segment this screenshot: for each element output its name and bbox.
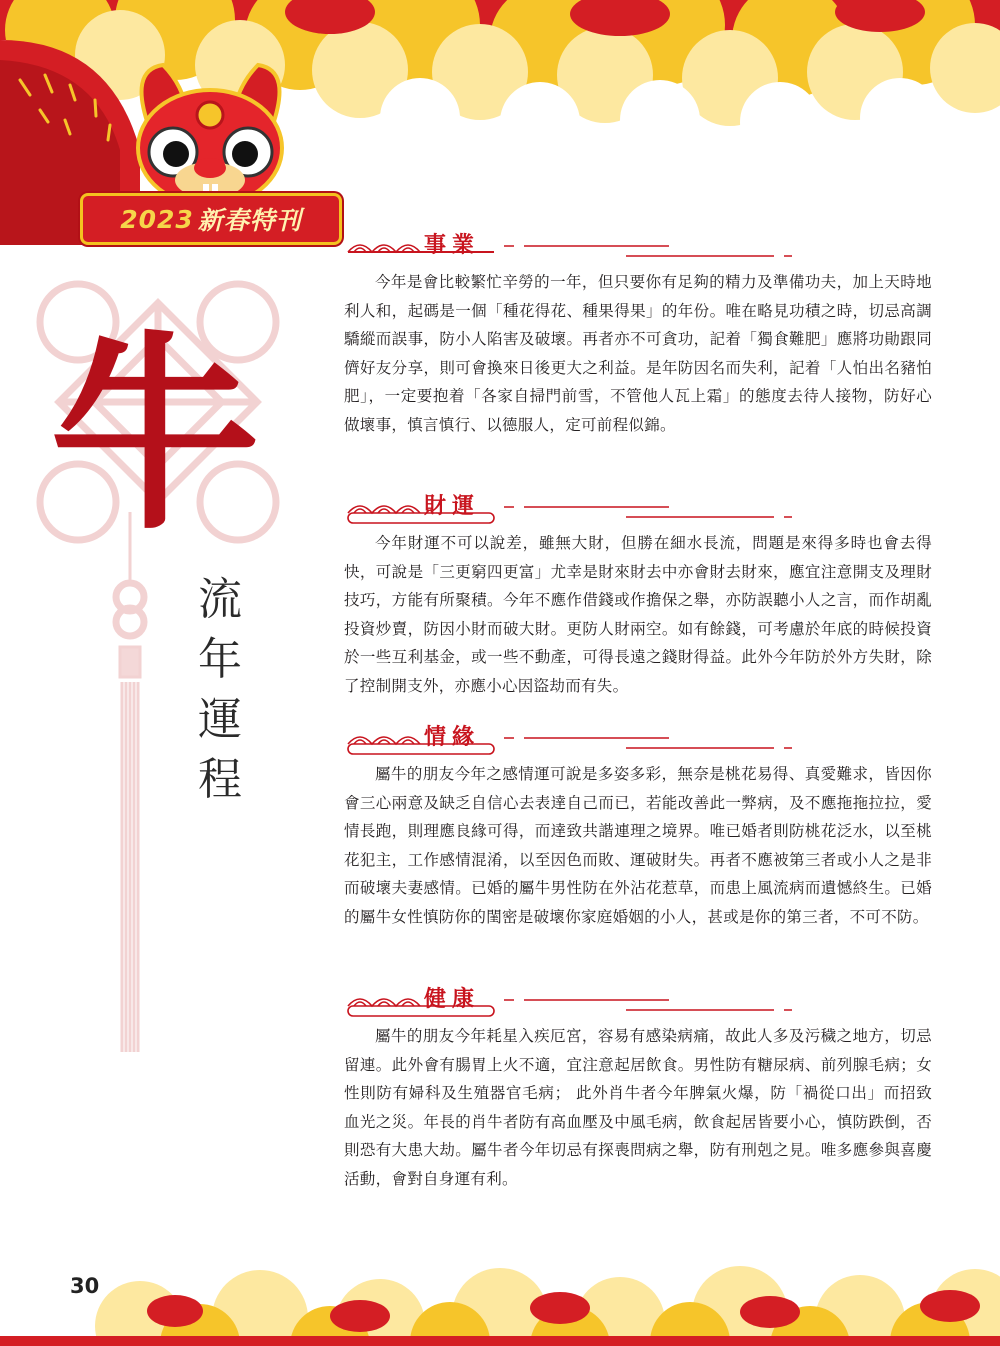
section-heading <box>344 226 932 266</box>
section-title: 情緣 <box>424 725 481 750</box>
subtitle-char: 年 <box>198 634 242 685</box>
badge-title: 新春特刊 <box>197 206 302 235</box>
section-career <box>344 226 932 439</box>
zodiac-ox-character: 牛 <box>50 311 261 558</box>
section-wealth <box>344 487 932 700</box>
badge-year: 2023 <box>120 204 194 234</box>
section-title: 健康 <box>424 987 481 1012</box>
new-year-special-badge <box>80 193 342 245</box>
section-heading <box>344 487 932 527</box>
cloud-heading-ornament <box>344 226 794 266</box>
annual-fortune-subtitle <box>185 570 255 810</box>
section-romance <box>344 718 932 931</box>
lion-dance-mascot <box>128 60 293 210</box>
bottom-cloud-border <box>0 1256 1000 1346</box>
section-health <box>344 980 932 1193</box>
section-body: 今年財運不可以說差，雖無大財，但勝在細水長流，問題是來得多時也會去得快，可說是「三更窮四更富」尤幸是財來財去中亦會財去財來，應宜注意開支及理財技巧，方能有所聚積。今年不應作借錢或作擔保之舉，亦防誤聽小人之言，而作胡亂投資炒賣，防因小財而破大財。更防人財兩空。如有餘錢，可考慮於年底的時候投資於一些互利基金，或一些不動產，可得長遠之錢財得益。此外今年防於外方失財，除了控制開支外，亦應小心因盜劫而有失。 <box>344 534 932 695</box>
section-body: 今年是會比較繁忙辛勞的一年，但只要你有足夠的精力及準備功夫，加上天時地利人和，起碼是一個「種花得花、種果得果」的年份。唯在略見功積之時，切忌高調驕縱而誤事，防小人陷害及破壞。再者亦不可貪功，記着「獨食難肥」應將功勛跟同儕好友分享，則可會換來日後更大之利益。是年防因名而失利，記着「人怕出名豬怕肥」，一定要抱着「各家自掃門前雪，不管他人瓦上霜」的態度去待人接物，防好心做壞事，慎言慎行、以德服人，定可前程似錦。 <box>344 273 932 434</box>
section-title: 財運 <box>424 494 481 519</box>
subtitle-char: 運 <box>198 694 242 745</box>
section-body: 屬牛的朋友今年耗星入疾厄宮，容易有感染病痛，故此人多及污穢之地方，切忌留連。此外會有腸胃上火不適，宜注意起居飲食。男性防有糖尿病、前列腺毛病；女性則防有婦科及生殖器官毛病； 此外肖牛者今年脾氣火爆，防「禍從口出」而招致血光之災。年長的肖牛者防有高血壓及中風毛病，飲食起居皆要小心，慎防跌倒，否則恐有大患大劫。屬牛者今年切忌有探喪問病之舉，防有刑剋之見。唯多應參與喜慶活動，會對自身運有利。 <box>344 1027 932 1188</box>
section-body: 屬牛的朋友今年之感情運可說是多姿多彩，無奈是桃花易得、真愛難求，皆因你會三心兩意及缺乏自信心去表達自己而已，若能改善此一弊病，及不應拖拖拉拉，愛情長跑，則理應良緣可得，而達致共諧連理之境界。唯已婚者則防桃花泛水，以至桃花犯主，工作感情混淆，以至因色而敗、運破財失。再者不應被第三者或小人之是非而破壞夫妻感情。已婚的屬牛男性防在外沾花惹草，而患上風流病而遺憾終生。已婚的屬牛女性慎防你的閨密是破壞你家庭婚姻的小人，甚或是你的第三者，不可不防。 <box>344 765 932 926</box>
subtitle-char: 程 <box>198 754 242 805</box>
section-heading <box>344 980 932 1020</box>
cloud-heading-ornament <box>344 487 794 527</box>
section-heading <box>344 718 932 758</box>
subtitle-char: 流 <box>198 574 242 625</box>
cloud-heading-ornament <box>344 718 794 758</box>
page-number: 30 <box>70 1274 100 1298</box>
section-title: 事業 <box>424 233 481 258</box>
cloud-heading-ornament <box>344 980 794 1020</box>
